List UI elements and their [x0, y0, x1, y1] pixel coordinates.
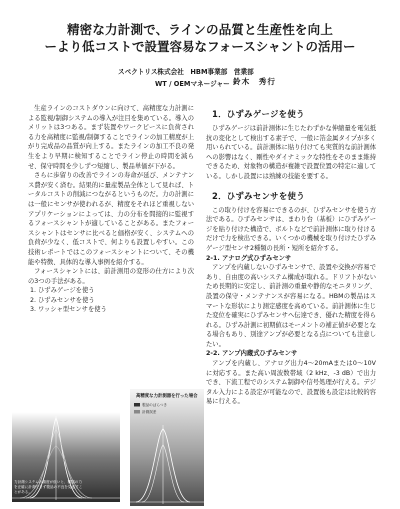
right-column	[206, 104, 376, 407]
subsection-body: アンプを内蔵しないひずみセンサで、設置や交換が容易であり、自由度の高いシステム構成が取れる。ドリフトがないため長期的に安定し、前計測の重量や静的なモニタリング、設置の保守・メンテナンスが容易になる。HBMの製品はスマートな形状により測定感度を高めている。前計測体に生じた変位を確実にひずみセンサへ伝達でき、優れた精度を得られる。ひずみ計測に初期値はモーメントの補正値が必要となる場合もあり、別途アンプが必要となる点についても注意したい。	[206, 264, 377, 348]
left-column	[28, 104, 194, 315]
legend-label: 製品のばらつき	[142, 403, 168, 408]
subsection-heading: 2-2. アンプ内蔵式ひずみセンサ	[206, 350, 298, 358]
title-line-1: 精密な力計測で、ラインの品質と生産性を向上	[66, 22, 334, 37]
author-name: 鈴木 秀行	[233, 77, 276, 86]
section-heading: 2．ひずみセンサを使う	[212, 190, 305, 201]
method-intro: フォースシャントには、前計測用の変形の仕方により次の3つの手法がある。	[28, 268, 194, 285]
method-list-item: 2. ひずみセンサを使う	[30, 296, 95, 304]
distribution-figure-high-accuracy	[130, 389, 204, 506]
subsection-heading: 2-1. アナログ式ひずみセンサ	[206, 254, 292, 262]
article-title	[0, 22, 400, 55]
intro-paragraph: 生産ラインのコストダウンに向けて、高精度な力計測による監視/制御システムの導入が注目を集めている。導入のメリットは3つある。まず装置やワークピースに負荷される力を高精度に監視/制御することでラインの加工精度が上がり完成品の品質が向上する。またラインの加工不良の発生をより早期に検知することでライン停止の時間を減らせ、保守時間を少しずつ短縮し、製品単価が下がる。	[28, 105, 194, 170]
section-body: ひずみゲージは前計測体に生じたわずかな伸縮量を電気抵抗の変化として検出する素子で、一般に箔金属タイプが多く用いられている。前計測体に貼り付けても実質的な前計測体への影響はなく、剛性やダイナミックな特性をそのまま維持できるため、対象物の構造が複雑で設置位置の特定に適している。しかし設置には熟練の技能を要する。	[206, 125, 377, 180]
subsection-body: アンプを内蔵し、アナログ出力4～20mAまたは0～10Vに対応する。また高い周波数帯域（2 kHz、-3 dB）で出力でき、下流工程でのシステム制御や信号処理が行える。デジタル入力による設定が可能なので、設置後も設定は比較的容易に行える。	[206, 360, 376, 406]
legend-label: 計測誤差	[142, 410, 157, 415]
body-paragraph: さらに歩留りの改善でラインの寿命が延び、メンテナンス費が安く済む。結果的に量産製品全体として見れば、トータルコストの削減につながるというものだ。力の計測には一般にセンサが使われるが、精度をそれほど重視しないアプリケーションによっては、力の分布を間接的に監視するフォースシャントが適していることがある。またフォースシャントはセンサに比べると価格が安く、システムへの負荷が少なく、低コストで、何よりも設置しやすい。この技術レポートではこのフォースシャントについて、その機能や特徴、具体的な導入事例を紹介する。	[28, 172, 194, 266]
figure-title: 高精度な力計測器を行った場合	[136, 394, 198, 399]
author-role: WT / OEMマネージャー	[155, 80, 230, 88]
section-body: この取り付けを容易にできるのが、ひずみセンサを使う方法である。ひずみセンサは、まわり台（基板）にひずみゲージを貼り付けた構造で、ボルトなどで前計測体に取り付けるだけで力を検出できる。いくつかの機械を取り付けたひずみゲージ型センサ2種類の長所・短所を紹介する。	[206, 206, 377, 252]
figure-caption: 力計測システムの精度が低いと、機器の力を正確に計測できず製品の不良を見逃すことがある。	[14, 480, 83, 494]
method-list-item: 1. ひずみゲージを使う	[30, 287, 95, 295]
author-company: スペクトリス株式会社 HBM事業部 営業部	[118, 68, 254, 76]
legend-swatch	[134, 410, 140, 414]
title-line-2: ーより低コストで設置容易なフォースシャントの活用ー	[44, 39, 356, 54]
method-list-item: 3. ワッシャ型センサを使う	[30, 306, 107, 314]
legend-swatch	[134, 403, 140, 407]
section-heading: 1．ひずみゲージを使う	[212, 109, 305, 119]
